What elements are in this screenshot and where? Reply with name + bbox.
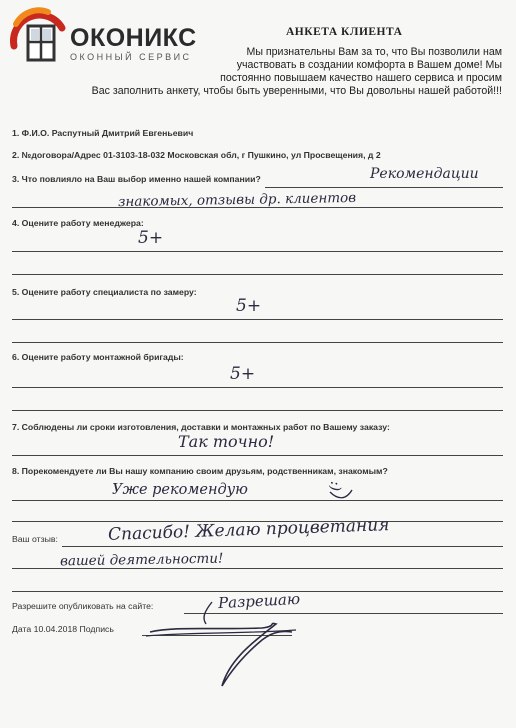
smiley-mouth [330,490,352,498]
smiley-doodle: :) [327,480,344,492]
question-7-label: 7. Соблюдены ли сроки изготовления, доставки и монтажных работ по Вашему заказу: [12,422,390,432]
answer-3-part2: знакомых, отзывы др. клиентов [117,189,357,211]
intro-line: участвовать в создании комфорта в Вашем доме! Мы [236,59,502,71]
answer-3-part1: Рекомендации [370,166,479,182]
publish-answer: Разрешаю [217,589,301,613]
answer-7: Так точно! [178,432,275,451]
answer-5: 5+ [236,296,262,316]
intro-line: Вас заполнить анкету, чтобы быть уверенными, что Вы довольны нашей работой!!! [91,85,502,97]
brand-name: ОКОНИКС [70,24,197,52]
question-6-label: 6. Оцените работу монтажной бригады: [12,352,184,362]
page-title: АНКЕТА КЛИЕНТА [286,26,403,38]
feedback-label: Ваш отзыв: [12,534,58,544]
question-2-contract: 2. №договора/Адрес 01-3103-18-032 Московская обл, г Пушкино, ул Просвещения, д 2 [12,150,381,160]
intro-line: постоянно повышаем качество нашего сервиса и просим [220,72,502,84]
question-8-label: 8. Порекомендуете ли Вы нашу компанию своим друзьям, родственникам, знакомым? [12,466,388,476]
intro-line: Мы признательны Вам за то, что Вы позволили нам [246,46,502,58]
answer-4: 5+ [138,228,164,248]
question-5-label: 5. Оцените работу специалиста по замеру: [12,287,197,297]
feedback-text-line1: Спасибо! Желаю процветания [107,515,390,545]
publish-label: Разрешите опубликовать на сайте: [12,601,154,611]
answer-8: Уже рекомендую [112,482,248,498]
date-signature-label: Дата 10.04.2018 Подпись [12,624,114,634]
question-1-name: 1. Ф.И.О. Распутный Дмитрий Евгеньевич [12,128,194,138]
bracket-stroke [204,602,212,624]
feedback-text-line2: вашей деятельности! [59,550,224,570]
brand-tagline: ОКОННЫЙ СЕРВИС [70,52,192,62]
question-4-label: 4. Оцените работу менеджера: [12,218,144,228]
question-3-label: 3. Что повлияло на Ваш выбор именно нашей компании? [12,174,261,184]
answer-6: 5+ [230,364,256,384]
